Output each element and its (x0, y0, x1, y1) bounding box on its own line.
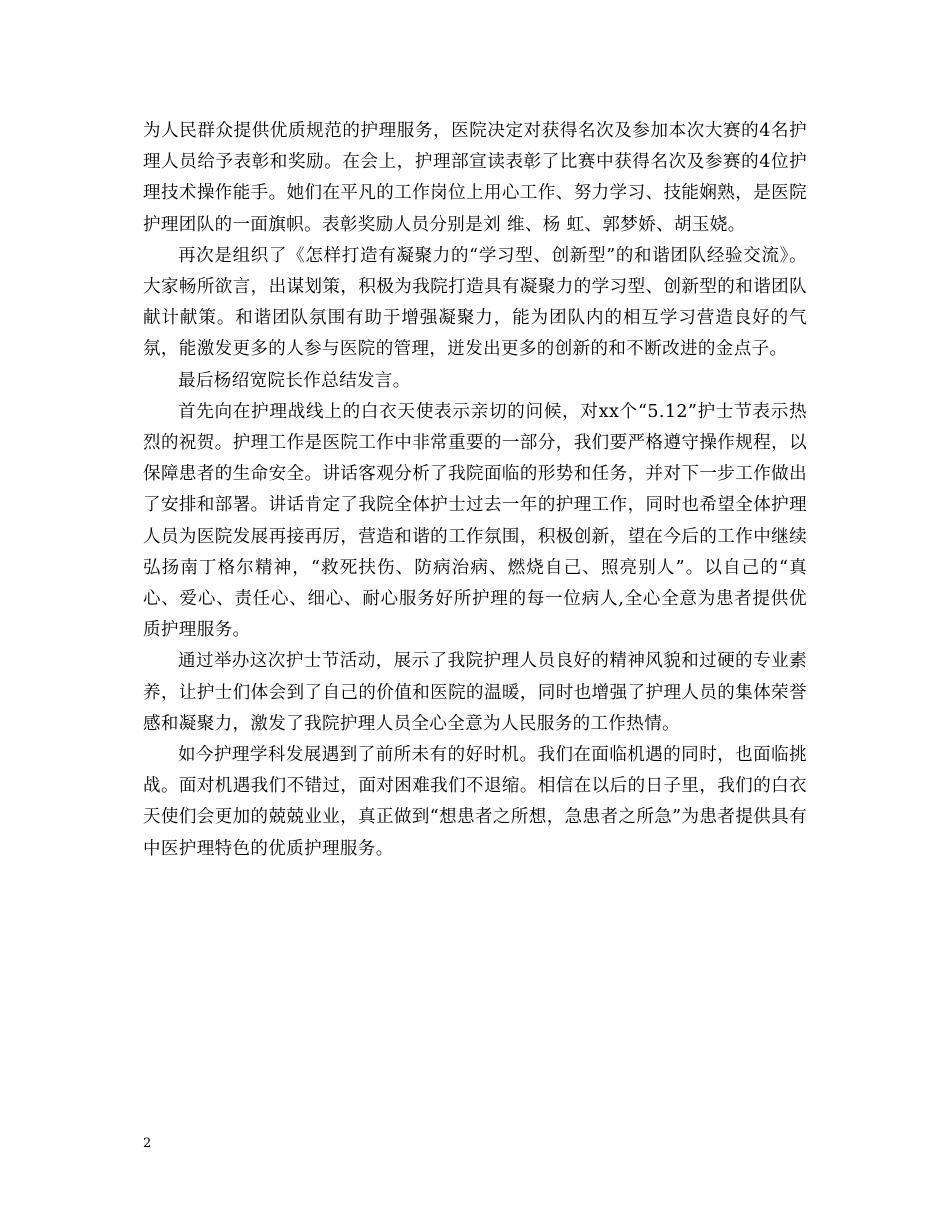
paragraph-team-exchange: 再次是组织了《怎样打造有凝聚力的“学习型、创新型”的和谐团队经验交流》。大家畅所欲言，出谋划策，积极为我院打造具有凝聚力的学习型、创新型的和谐团队献计献策。和谐团队氛围有助于增强凝聚力，能为团队内的相互学习营造良好的气氛，能激发更多的人参与医院的管理，迸发出更多的创新的和不断改进的金点子。 (143, 245, 807, 360)
paragraph-director-speech: 最后杨绍宽院长作总结发言。 (178, 370, 411, 391)
document-body (143, 116, 807, 865)
paragraph-awards: 为人民群众提供优质规范的护理服务，医院决定对获得名次及参加本次大赛的4名护理人员给予表彰和奖励。在会上，护理部宣读表彰了比赛中获得名次及参赛的4位护理技术操作能手。她们在平凡的工作岗位上用心工作、努力学习、技能娴熟，是医院护理团队的一面旗帜。表彰奖励人员分别是刘 维、杨 虹、郭梦娇、胡玉娆。 (143, 121, 807, 235)
paragraph-event-outcome: 通过举办这次护士节活动，展示了我院护理人员良好的精神风貌和过硬的专业素养，让护士们体会到了自己的价值和医院的温暖，同时也增强了护理人员的集体荣誉感和凝聚力，激发了我院护理人员全心全意为人民服务的工作热情。 (143, 651, 807, 734)
paragraph-greetings: 首先向在护理战线上的白衣天使表示亲切的问候，对xx个“5.12”护士节表示热烈的祝贺。护理工作是医院工作中非常重要的一部分，我们要严格遵守操作规程，以保障患者的生命安全。讲话客观分析了我院面临的形势和任务，并对下一步工作做出了安排和部署。讲话肯定了我院全体护士过去一年的护理工作，同时也希望全体护理人员为医院发展再接再厉，营造和谐的工作氛围，积极创新，望在今后的工作中继续弘扬南丁格尔精神，“救死扶伤、防病治病、燃烧自己、照亮别人”。以自己的“真心、爱心、责任心、细心、耐心服务好所护理的每一位病人,全心全意为患者提供优质护理服务。 (143, 401, 807, 641)
paragraph-conclusion: 如今护理学科发展遇到了前所未有的好时机。我们在面临机遇的同时，也面临挑战。面对机遇我们不错过，面对困难我们不退缩。相信在以后的日子里，我们的白衣天使们会更加的兢兢业业，真正做到“想患者之所想，急患者之所急”为患者提供具有中医护理特色的优质护理服务。 (143, 745, 807, 859)
page-number: 2 (143, 1136, 152, 1151)
